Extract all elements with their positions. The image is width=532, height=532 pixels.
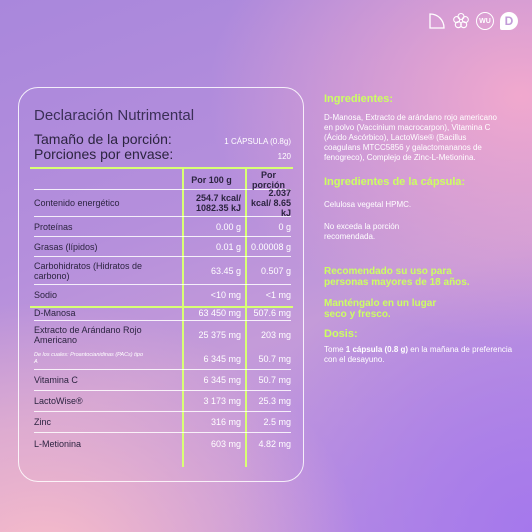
serving-size-value: 1 CÁPSULA (0.8g) [224,137,291,146]
row-value-100g: 0.01 g [215,241,241,252]
nutrition-panel [18,87,304,482]
table-row [34,391,291,412]
dose-text [324,345,514,365]
dose-title: Dosis: [324,328,358,340]
panel-title: Declaración Nutrimental [34,107,195,124]
row-value-100g: 6 345 mg [203,353,241,364]
row-name: Grasas (lípidos) [34,241,98,252]
row-value-portion: 507.6 mg [253,307,291,318]
row-value-100g: 316 mg [210,417,241,427]
row-name: Contenido energético [34,198,120,208]
row-name: Proteínas [34,221,73,232]
row-value-100g: 63.45 g [210,265,241,276]
row-value-portion: 0.00008 g [250,241,291,252]
row-name: Carbohidratos (Hidratos de carbono) [34,260,143,281]
table-row [34,412,291,433]
table-row [34,370,291,391]
brand-logo-icon [500,12,518,30]
row-name: Sodio [34,290,58,300]
row-value-100g: 0.00 g [215,221,241,232]
row-value-portion: 25.3 mg [258,396,291,406]
row-value-portion: 50.7 mg [258,353,291,364]
brand-badge-icon [476,12,494,30]
row-value-100g: 254.7 kcal/ 1082.35 kJ [195,193,241,213]
flower-icon [452,12,470,30]
row-name: LactoWise® [34,396,83,406]
table-row [34,305,291,321]
row-value-100g: <10 mg [210,290,241,300]
col-per-100g: Por 100 g [191,175,232,185]
col-per-portion: Por porción [252,170,285,190]
ingredients-text: D-Manosa, Extracto de arándano rojo americano en polvo (Vaccinium macrocarpon), Vitamina C (Ácido Ascórbico), LactoWise® (Bacillus coagulans MTCC5856 y galactomananos de fenogreco), Complejo de Zinc-L-Metionina. [324,113,497,162]
table-row [34,237,291,257]
leaf-icon [428,12,446,30]
portions-label: Porciones por envase: [34,146,174,162]
capsule-title: Ingredientes de la cápsula: [324,176,466,188]
table-row [34,257,291,285]
row-value-portion: <1 mg [265,290,291,300]
row-value-portion: 203 mg [260,329,291,340]
table-row [34,348,291,370]
row-value-portion: 4.82 mg [258,439,291,449]
row-value-100g: 63 450 mg [198,307,241,318]
table-row [34,217,291,237]
serving-size-label: Tamaño de la porción: [34,131,172,147]
serving-info [34,132,291,162]
row-value-portion: 0.507 g [260,265,291,276]
row-name: D-Manosa [34,307,76,318]
row-value-portion: 2.037 kcal/ 8.65 kJ [250,188,291,218]
ingredients-title: Ingredientes: [324,93,394,105]
product-info [324,93,520,365]
row-value-portion: 0 g [278,221,291,232]
nutrition-table [34,171,291,455]
row-value-100g: 25 375 mg [198,329,241,340]
badge-text: WU [479,17,491,25]
row-name: Zinc [34,417,52,427]
row-value-portion: 50.7 mg [258,375,291,385]
row-name: Extracto de Arándano Rojo Americano [34,324,142,345]
header-icons [428,12,518,30]
logo-text: D [504,14,514,28]
row-value-portion: 2.5 mg [263,417,291,427]
dose-amount: 1 cápsula (0.8 g) [345,345,409,354]
row-name: L-Metionina [34,439,82,449]
divider [30,167,293,169]
recommended-age: Recomendado su uso para personas mayores de 18 años. [324,266,470,288]
table-row [34,321,291,348]
row-name: Vitamina C [34,375,78,385]
capsule-text: Celulosa vegetal HPMC. [324,200,412,209]
portions-value: 120 [277,152,291,161]
dose-post: en la mañana de preferencia con el desayuno. [324,345,513,364]
row-name: De los cuales: Proantocianidinas (PACs) tipo A [34,351,144,365]
table-row [34,190,291,217]
storage-note: Manténgalo en un lugar seco y fresco. [324,298,437,320]
dose-pre: Tome [324,345,346,354]
row-value-100g: 6 345 mg [203,375,241,385]
row-value-100g: 603 mg [210,439,241,449]
table-row [34,285,291,305]
row-value-100g: 3 173 mg [203,396,241,406]
table-row [34,433,291,455]
warning-text: No exceda la porción recomendada. [324,222,400,241]
